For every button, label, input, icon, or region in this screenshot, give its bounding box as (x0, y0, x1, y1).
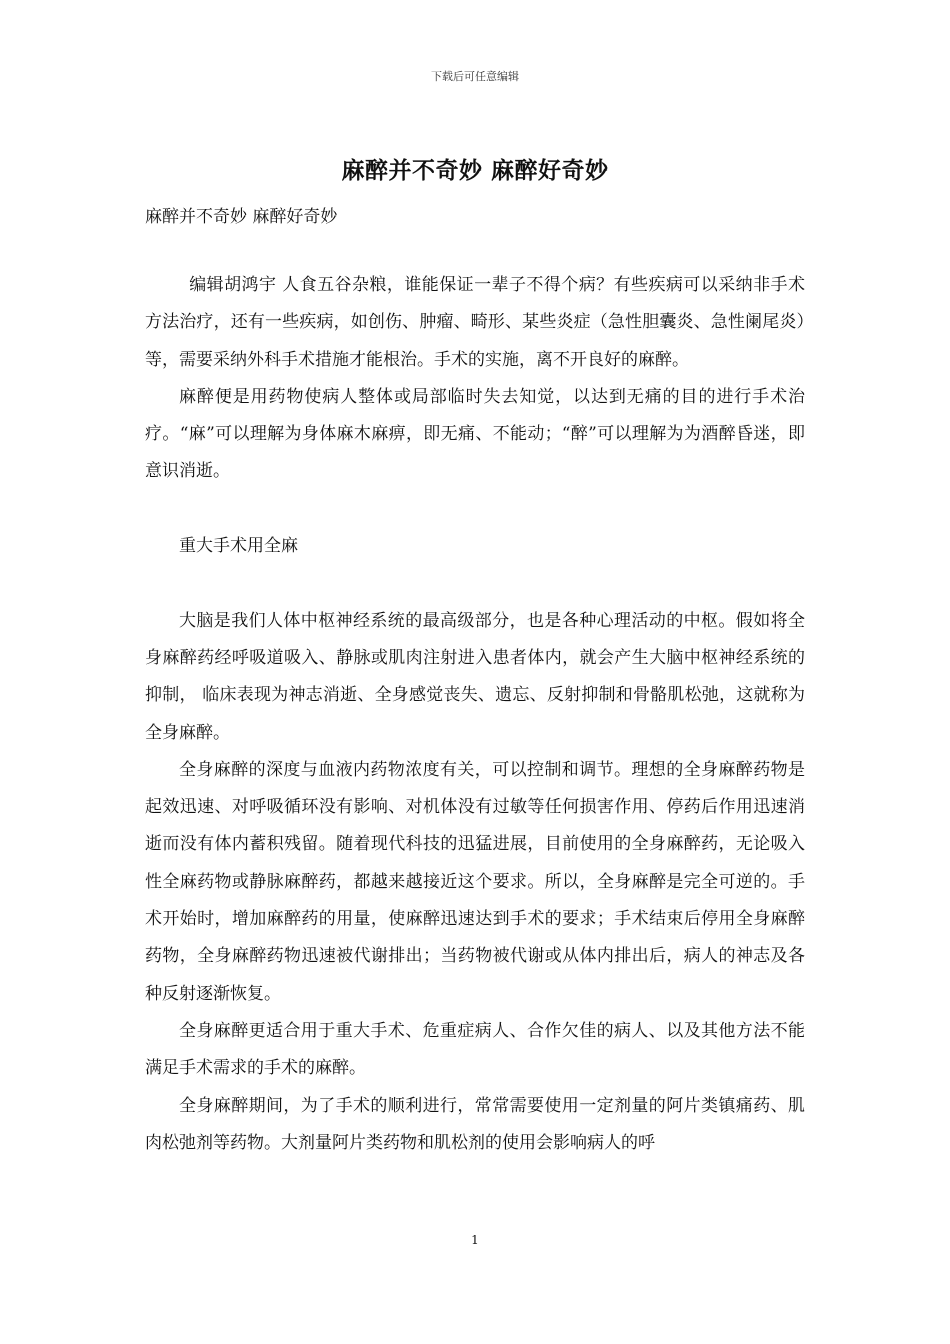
section-paragraph-3: 全身麻醉更适合用于重大手术、危重症病人、合作欠佳的病人、以及其他方法不能满足手术需求的手术的麻醉。 (145, 1020, 805, 1079)
blank-line (145, 565, 805, 602)
header-note: 下载后可任意编辑 (431, 70, 519, 83)
document-subtitle: 麻醉并不奇妙 麻醉好奇妙 (145, 207, 338, 227)
section-heading: 重大手术用全麻 (179, 536, 298, 557)
intro-paragraph-1: 编辑胡鸿宇 人食五谷杂粮，谁能保证一辈子不得个病？有些疾病可以采纳非手术方法治疗，还有一些疾病，如创伤、肿瘤、畸形、某些炎症（急性胆囊炎、急性阑尾炎）等，需要采纳外科手术措施才能根治。手术的实施，离不开良好的麻醉。 (145, 275, 805, 370)
document-body (145, 267, 805, 1162)
section-paragraph-2: 全身麻醉的深度与血液内药物浓度有关，可以控制和调节。理想的全身麻醉药物是起效迅速、对呼吸循环没有影响、对机体没有过敏等任何损害作用、停药后作用迅速消逝而没有体内蓄积残留。随着现代科技的迅猛进展，目前使用的全身麻醉药，无论吸入性全麻药物或静脉麻醉药，都越来越接近这个要求。所以，全身麻醉是完全可逆的。手术开始时，增加麻醉药的用量，使麻醉迅速达到手术的要求；手术结束后停用全身麻醉药物，全身麻醉药物迅速被代谢排出；当药物被代谢或从体内排出后，病人的神志及各种反射逐渐恢复。 (145, 759, 805, 1004)
section-paragraph-1: 大脑是我们人体中枢神经系统的最高级部分，也是各种心理活动的中枢。假如将全身麻醉药经呼吸道吸入、静脉或肌肉注射进入患者体内，就会产生大脑中枢神经系统的抑制， 临床表现为神志消逝、全身感觉丧失、遗忘、反射抑制和骨骼肌松弛，这就称为全身麻醉。 (145, 610, 805, 743)
document-title: 麻醉并不奇妙 麻醉好奇妙 (341, 157, 609, 184)
blank-line (145, 491, 805, 528)
section-paragraph-4: 全身麻醉期间，为了手术的顺利进行，常常需要使用一定剂量的阿片类镇痛药、肌肉松弛剂等药物。大剂量阿片类药物和肌松剂的使用会影响病人的呼 (145, 1095, 805, 1153)
intro-paragraph-2: 麻醉便是用药物使病人整体或局部临时失去知觉，以达到无痛的目的进行手术治疗。“麻”可以理解为身体麻木麻痹，即无痛、不能动；“醉”可以理解为为酒醉昏迷，即意识消逝。 (145, 386, 805, 482)
page-number: 1 (471, 1233, 479, 1247)
